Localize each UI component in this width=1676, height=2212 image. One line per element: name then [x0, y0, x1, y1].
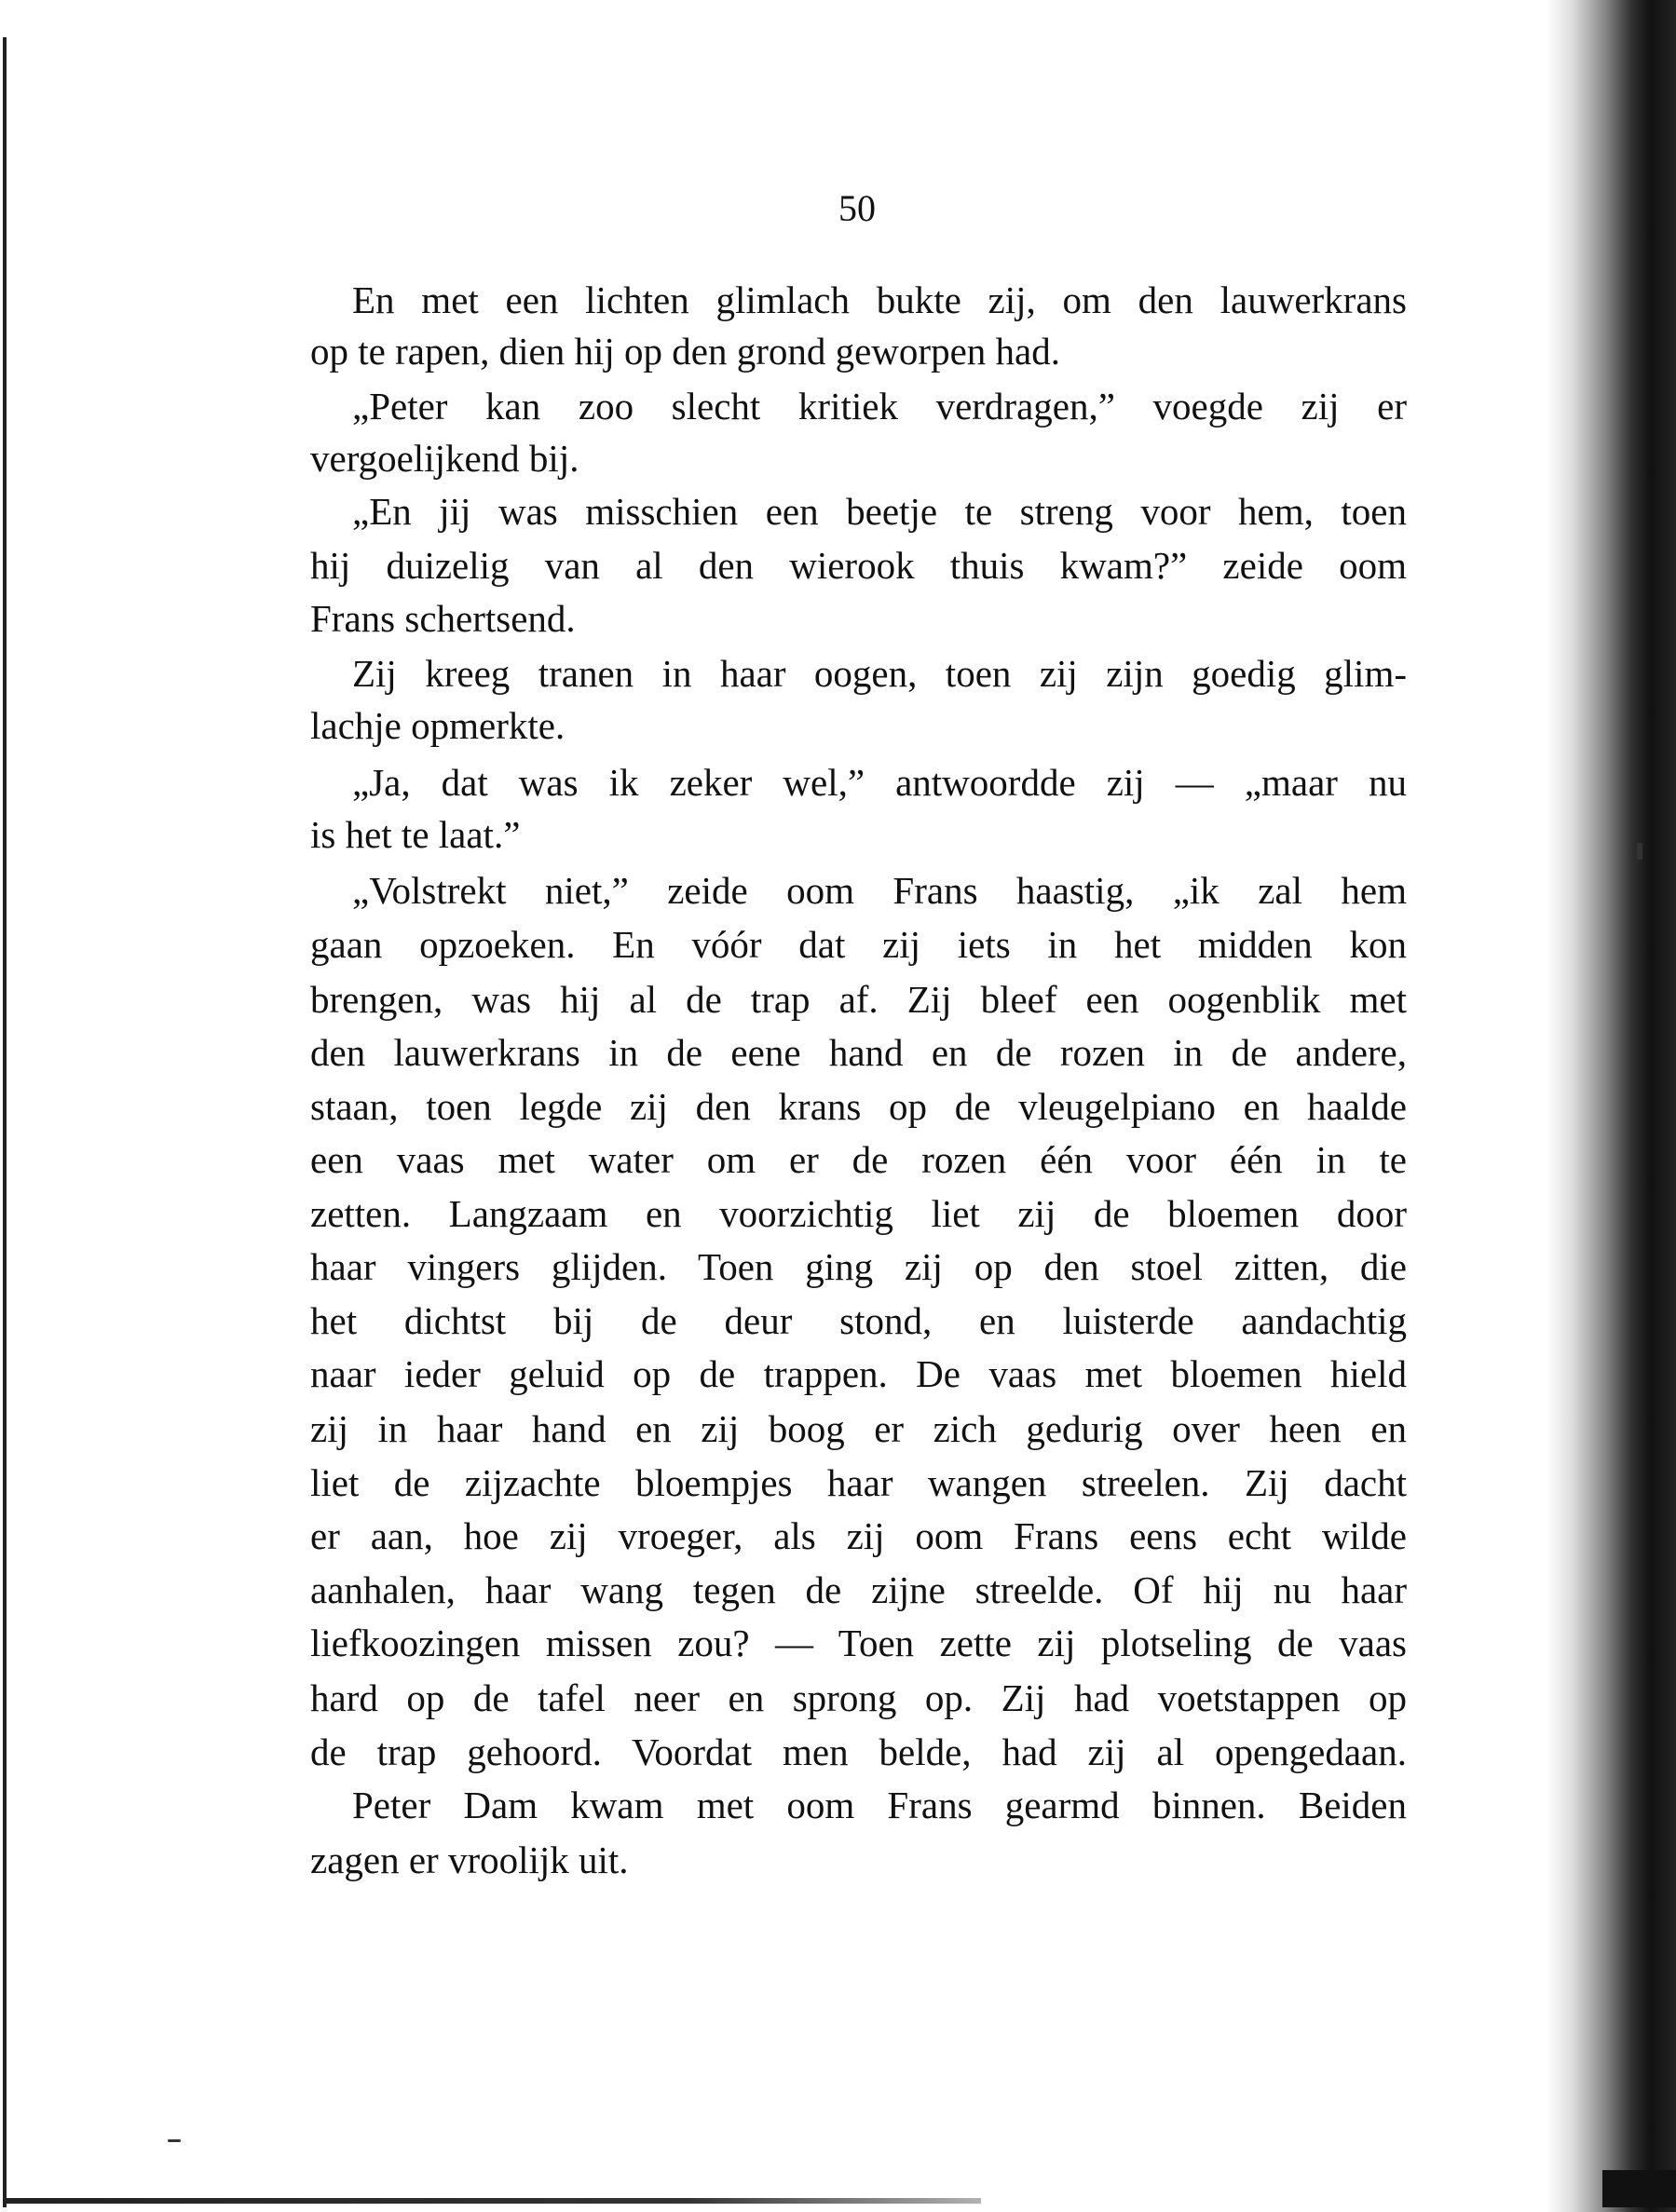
text-line: een vaas met water om er de rozen één voor één in te	[310, 1138, 1407, 1181]
text-line: staan, toen legde zij den krans op de vleugelpiano en haalde	[310, 1085, 1407, 1128]
text-line: zagen er vroolijk uit.	[310, 1839, 629, 1881]
text-line: is het te laat.”	[310, 813, 521, 856]
scan-bottom-edge	[3, 2198, 981, 2204]
scan-left-edge	[3, 37, 7, 2207]
text-line: liet de zijzachte bloempjes haar wangen streelen. Zij dacht	[310, 1461, 1407, 1504]
text-line: Zij kreeg tranen in haar oogen, toen zij zijn goedig glim-	[352, 652, 1407, 695]
text-line: hard op de tafel neer en sprong op. Zij had voetstappen op	[310, 1676, 1407, 1719]
book-binding-shadow-foot	[1602, 2170, 1676, 2207]
book-binding-shadow	[1547, 0, 1676, 2212]
text-line: den lauwerkrans in de eene hand en de rozen in de andere,	[310, 1031, 1407, 1074]
text-line: hij duizelig van al den wierook thuis kwam?” zeide oom	[310, 544, 1407, 587]
text-line: vergoelijkend bij.	[310, 437, 579, 480]
text-line: liefkoozingen missen zou? — Toen zette zij plotseling de vaas	[310, 1622, 1407, 1664]
text-line: Frans schertsend.	[310, 597, 576, 640]
scan-speck	[168, 2139, 181, 2142]
text-line: gaan opzoeken. En vóór dat zij iets in het midden kon	[310, 923, 1407, 966]
scan-speck	[1637, 843, 1642, 860]
text-line: zij in haar hand en zij boog er zich gedurig over heen en	[310, 1407, 1407, 1450]
text-line: Peter Dam kwam met oom Frans gearmd binnen. Beiden	[352, 1784, 1407, 1826]
text-line: „Volstrekt niet,” zeide oom Frans haastig, „ik zal hem	[352, 869, 1407, 912]
text-line: „En jij was misschien een beetje te streng voor hem, toen	[352, 490, 1407, 533]
text-line: naar ieder geluid op de trappen. De vaas met bloemen hield	[310, 1352, 1407, 1395]
text-line: de trap gehoord. Voordat men belde, had zij al opengedaan.	[310, 1730, 1407, 1773]
text-line: brengen, was hij al de trap af. Zij bleef een oogenblik met	[310, 978, 1407, 1021]
text-line: „Peter kan zoo slecht kritiek verdragen,” voegde zij er	[352, 385, 1407, 427]
page-number: 50	[838, 187, 876, 229]
text-line: lachje opmerkte.	[310, 704, 565, 747]
text-line: En met een lichten glimlach bukte zij, om den lauwerkrans	[352, 278, 1407, 321]
text-line: haar vingers glijden. Toen ging zij op den stoel zitten, die	[310, 1245, 1407, 1288]
text-line: aanhalen, haar wang tegen de zijne streelde. Of hij nu haar	[310, 1568, 1407, 1611]
text-line: er aan, hoe zij vroeger, als zij oom Frans eens echt wilde	[310, 1514, 1407, 1557]
text-line: op te rapen, dien hij op den grond geworpen had.	[310, 330, 1060, 373]
text-line: het dichtst bij de deur stond, en luisterde aandachtig	[310, 1299, 1407, 1342]
text-line: zetten. Langzaam en voorzichtig liet zij de bloemen door	[310, 1192, 1407, 1235]
text-line: „Ja, dat was ik zeker wel,” antwoordde zij — „maar nu	[352, 761, 1407, 804]
